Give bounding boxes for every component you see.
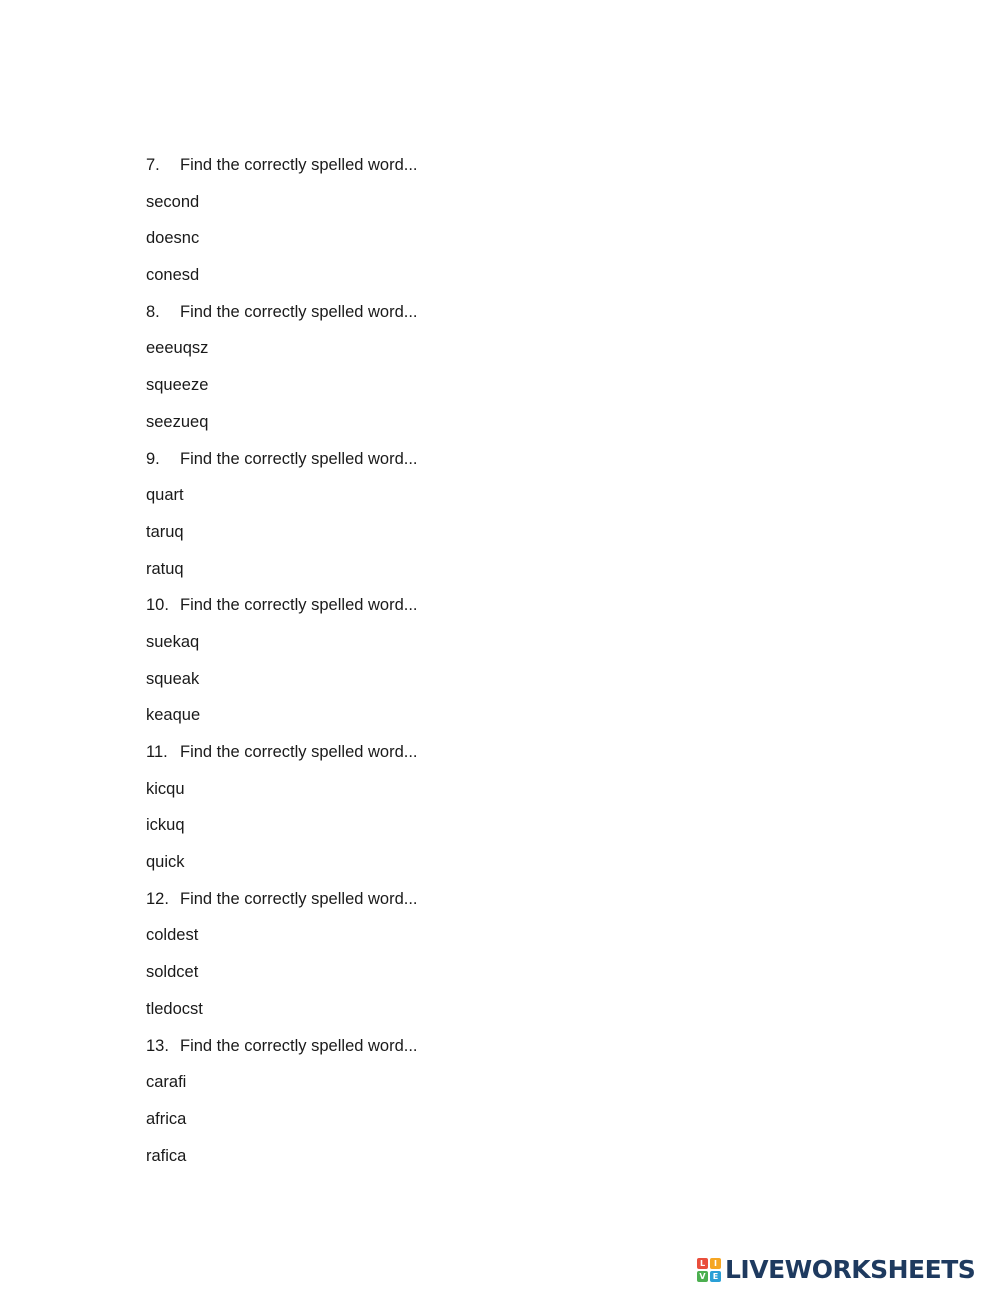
answer-option[interactable]: doesnc [146,229,200,248]
answer-option[interactable]: suekaq [146,632,200,651]
question-text: Find the correctly spelled word... [180,156,418,174]
question-number: 12. [146,889,169,908]
answer-option[interactable]: kicqu [146,779,185,798]
answer-option[interactable]: squeak [146,669,200,688]
question-text: Find the correctly spelled word... [180,302,418,321]
answer-option[interactable]: quart [146,486,184,505]
question-prompt [146,591,846,628]
answer-option[interactable]: carafi [146,1073,187,1092]
question-prompt [146,1032,846,1069]
question-number: 13. [146,1036,169,1055]
answer-option[interactable]: ratuq [146,559,184,578]
answer-option[interactable]: coldest [146,926,199,945]
question-number: 8. [146,302,160,321]
logo-block-l: L [697,1258,708,1269]
question-prompt [146,298,846,335]
logo-blocks-icon [697,1258,721,1282]
answer-option[interactable]: ickuq [146,816,185,835]
logo-block-i: I [710,1258,721,1269]
answer-option[interactable]: taruq [146,522,184,541]
question-text: Find the correctly spelled word... [180,449,418,468]
answer-option[interactable]: second [146,192,200,211]
answer-option[interactable]: quick [146,853,185,872]
answer-option[interactable]: soldcet [146,963,199,982]
question-text: Find the correctly spelled word... [180,743,418,761]
answer-option[interactable]: eeeuqsz [146,339,209,358]
answer-option[interactable]: rafica [146,1146,187,1165]
logo-text: LIVEWORKSHEETS [725,1255,976,1284]
question-number: 10. [146,596,169,615]
answer-option[interactable]: squeeze [146,376,209,395]
question-prompt [146,738,846,775]
worksheet-content [146,151,846,1178]
answer-option[interactable]: seezueq [146,412,209,431]
answer-option[interactable]: africa [146,1109,187,1128]
question-prompt [146,151,846,188]
answer-option[interactable]: keaque [146,706,201,725]
liveworksheets-logo [697,1255,975,1285]
question-prompt [146,885,846,922]
question-text: Find the correctly spelled word... [180,1036,418,1055]
question-text: Find the correctly spelled word... [180,889,418,908]
answer-option[interactable]: tledocst [146,999,203,1018]
answer-option[interactable]: conesd [146,266,200,285]
logo-block-v: V [697,1271,708,1282]
question-number: 7. [146,156,160,174]
question-text: Find the correctly spelled word... [180,596,418,615]
question-number: 9. [146,449,160,468]
question-number: 11. [146,743,168,761]
question-prompt [146,445,846,482]
logo-block-e: E [710,1271,721,1282]
